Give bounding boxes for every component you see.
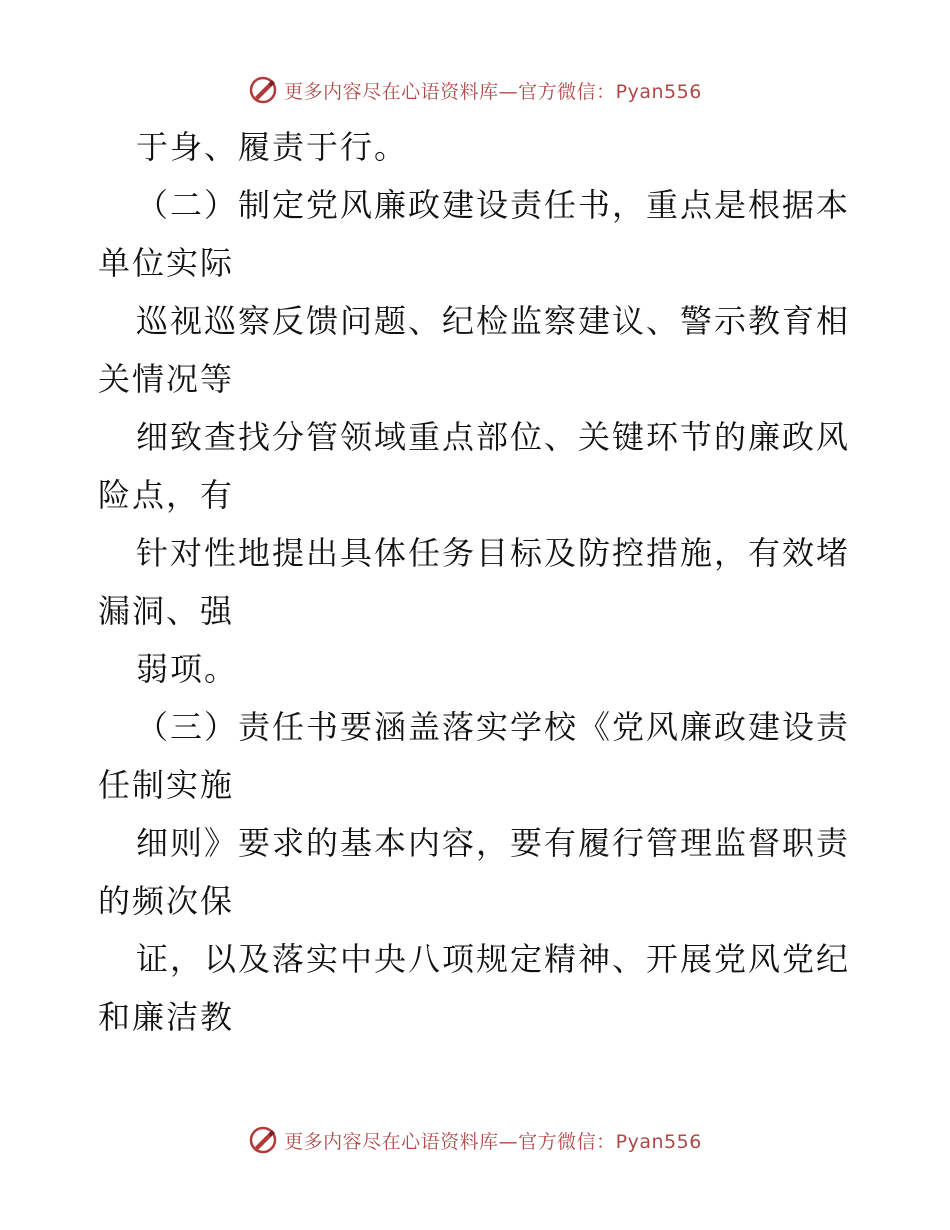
body-text-line: 细则》要求的基本内容，要有履行管理监督职责 [136,824,851,862]
body-text-line: 弱项。 [136,650,239,688]
body-text-line: 巡视巡察反馈问题、纪检监察建议、警示教育相 [136,302,851,340]
body-text-line: （二）制定党风廉政建设责任书，重点是根据本 [136,186,851,224]
header-watermark [0,72,950,108]
body-text-line: 单位实际 [98,244,235,282]
watermark-text: 更多内容尽在心语资料库—官方微信：Pyan556 [284,80,702,103]
body-text-line: 于身、履责于行。 [136,128,409,166]
body-text-line: 证，以及落实中央八项规定精神、开展党风党纪 [136,940,851,978]
pen-logo-icon [248,75,278,105]
body-text-line: 针对性地提出具体任务目标及防控措施，有效堵 [136,534,851,572]
body-text-line: 漏洞、强 [98,592,235,630]
body-text-line: 关情况等 [98,360,235,398]
body-text-line: 险点，有 [98,476,235,514]
footer-watermark [0,1122,950,1158]
body-text-line: 任制实施 [98,766,235,804]
document-body [98,118,858,1046]
body-text-line: 和廉洁教 [98,998,235,1036]
body-text-line: 细致查找分管领域重点部位、关键环节的廉政风 [136,418,851,456]
body-text-line: 的频次保 [98,882,235,920]
watermark-text: 更多内容尽在心语资料库—官方微信：Pyan556 [284,1130,702,1153]
body-text-line: （三）责任书要涵盖落实学校《党风廉政建设责 [136,708,851,746]
pen-logo-icon [248,1125,278,1155]
